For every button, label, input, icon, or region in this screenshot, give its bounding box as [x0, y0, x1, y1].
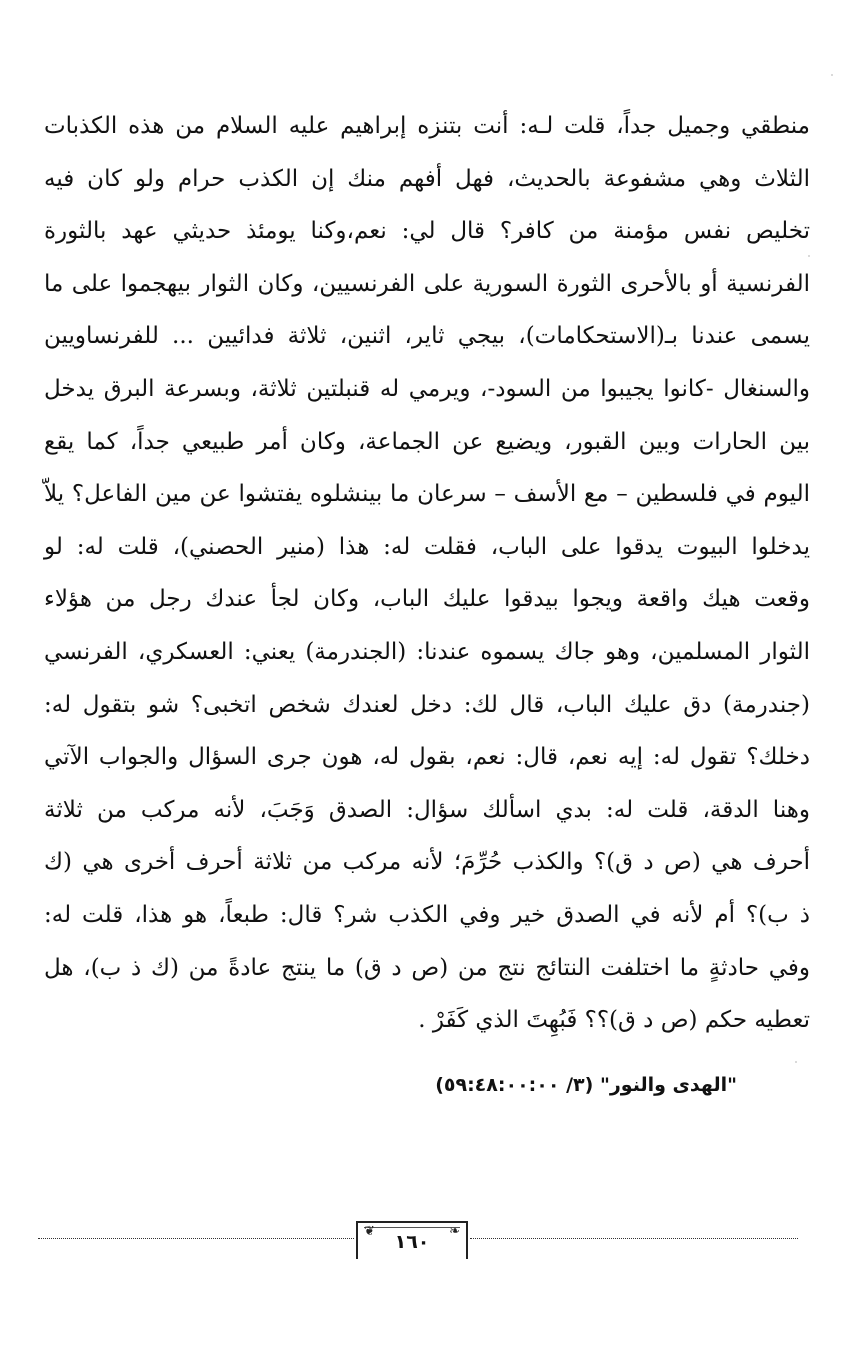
page-number-frame — [356, 1221, 468, 1259]
text-line: الثلاث وهي مشفوعة بالحديث، فهل أفهم منك إن الكذب حرام ولو كان فيه — [44, 165, 810, 192]
scan-speck — [795, 1061, 797, 1063]
text-line: تخليص نفس مؤمنة من كافر؟ قال لي: نعم،وكنا يومئذ حديثي عهد بالثورة — [44, 218, 810, 245]
text-line: منطقي وجميل جداً، قلت لـه: أنت بتنزه إبراهيم عليه السلام من هذه الكذبات — [44, 113, 810, 139]
text-line: اليوم في فلسطين – مع الأسف – سرعان ما بينشلوه يفتشوا عن مين الفاعل؟ يلاّ — [44, 481, 810, 508]
text-line: أحرف هي (ص د ق)؟ والكذب حُرِّمَ؛ لأنه مركب من ثلاثة أحرف أخرى هي (ك — [44, 849, 810, 876]
text-line: وقعت هيك واقعة ويجوا بيدقوا عليك الباب، وكان لجأ عندك رجل من هؤلاء — [44, 586, 810, 613]
text-line: (جندرمة) دق عليك الباب، قال لك: دخل لعندك شخص اتخبى؟ شو بتقول له: — [44, 691, 810, 718]
page-number: ١٦٠ — [394, 1231, 430, 1253]
scan-speck — [808, 255, 810, 257]
text-line: يدخلوا البيوت يدقوا على الباب، فقلت له: هذا (منير الحصني)، قلت له: لو — [44, 533, 810, 560]
text-line: الثوار المسلمين، وهو جاك يسموه عندنا: (الجندرمة) يعني: العسكري، الفرنسي — [44, 638, 810, 665]
text-line-last: تعطيه حكم (ص د ق)؟؟ فَبُهِتَ الذي كَفَرْ . — [418, 1007, 810, 1034]
text-line: وفي حادثةٍ ما اختلفت النتائج نتج من (ص د ق) ما ينتج عادةً من (ك ذ ب)، هل — [44, 954, 810, 981]
ornament-left-icon: ❦ — [364, 1224, 375, 1239]
text-line: وهنا الدقة، قلت له: بدي اسألك سؤال: الصدق وَجَبَ، لأنه مركب من ثلاثة — [44, 796, 810, 823]
text-line: بين الحارات وبين القبور، ويضيع عن الجماعة، وكان أمر طبيعي جداً، كما يقع — [44, 428, 810, 455]
footer-rule-right — [470, 1238, 798, 1239]
text-line: ذ ب)؟ أم لأنه في الصدق خير وفي الكذب شر؟ قال: طبعاً، هو هذا، قلت له: — [44, 901, 810, 928]
scan-speck — [831, 74, 833, 76]
text-line: دخلك؟ تقول له: إيه نعم، قال: نعم، بقول له، هون جرى السؤال والجواب الآتي — [44, 744, 810, 771]
text-line: الفرنسية أو بالأحرى الثورة السورية على الفرنسيين، وكان الثوار بيهجموا على ما — [44, 270, 810, 297]
body-text — [44, 100, 810, 1047]
ornament-right-icon: ❧ — [449, 1224, 460, 1239]
source-citation: "الهدى والنور" (٣/ ٥٩:٤٨:٠٠:٠٠) — [435, 1074, 737, 1096]
footer-rule-left — [38, 1238, 354, 1239]
text-line: يسمى عندنا بـ(الاستحكامات)، بيجي ثاير، اثنين، ثلاثة فدائيين ... للفرنساويين — [44, 323, 810, 350]
text-line: والسنغال -كانوا يجيبوا من السود-، ويرمي له قنبلتين ثلاثة، وبسرعة البرق يدخل — [44, 375, 810, 402]
